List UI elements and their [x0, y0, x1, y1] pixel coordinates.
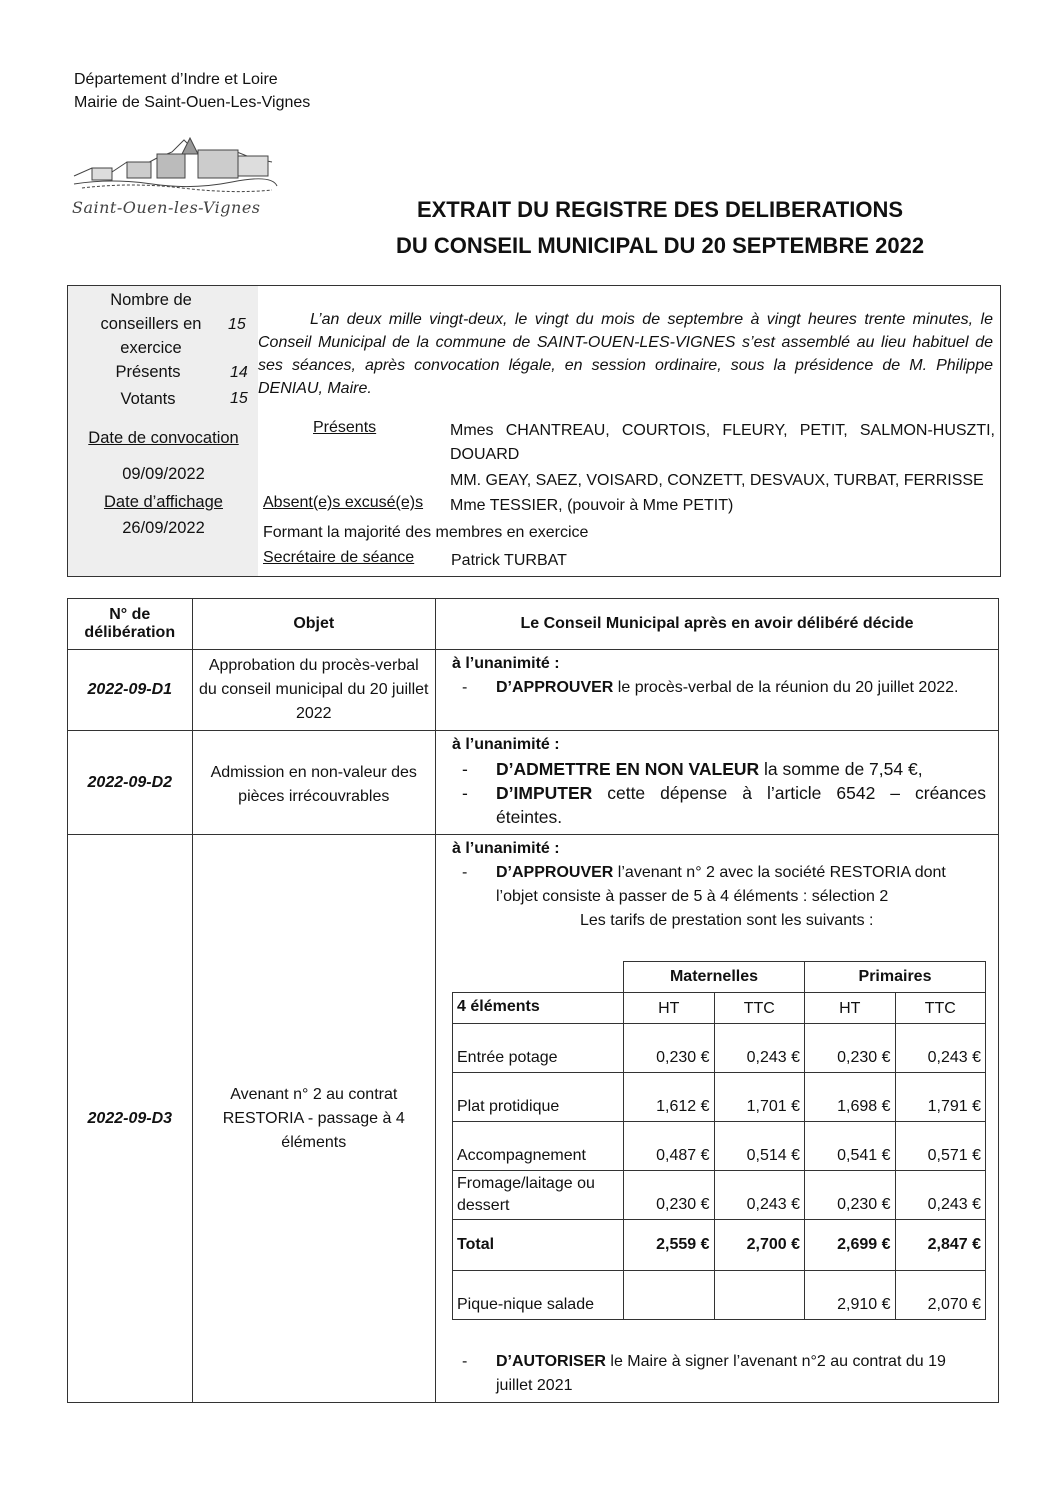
session-info-box [67, 285, 1001, 577]
tarif-value: 1,701 € [714, 1073, 805, 1122]
tarif-label: Pique-nique salade [453, 1271, 624, 1320]
tarifs-row [453, 1271, 986, 1320]
tarif-value: 2,847 € [895, 1220, 986, 1271]
absent-label: Absent(e)s excusé(e)s [263, 494, 424, 511]
tarifs-total-row [453, 1220, 986, 1271]
presents-count-value: 14 [230, 364, 248, 381]
table-header-row [68, 599, 999, 650]
tarif-value: 0,514 € [714, 1122, 805, 1171]
deliberation-decision [436, 835, 999, 1403]
tarifs-row [453, 1171, 986, 1220]
deliberation-objet: Admission en non-valeur des pièces irrécouvrables [192, 731, 435, 835]
presents-count-label: Présents [115, 363, 181, 381]
decision-item: - D’APPROUVER l’avenant n° 2 avec la société RESTORIA dont l’objet consiste à passer de 5 à 4 éléments : sélection 2 [462, 864, 946, 905]
affichage-date: 26/09/2022 [122, 519, 205, 537]
absent-value: Mme TESSIER, (pouvoir à Mme PETIT) [450, 497, 734, 514]
col-elements: 4 éléments [453, 993, 624, 1024]
table-row [68, 650, 999, 731]
secretaire-label: Secrétaire de séance [263, 549, 415, 566]
unanimite-label: à l’unanimité : [452, 736, 560, 753]
document-title [330, 192, 990, 264]
tarif-value: 1,612 € [624, 1073, 715, 1122]
deliberation-number: 2022-09-D1 [68, 650, 193, 731]
tarif-value: 0,243 € [895, 1024, 986, 1073]
deliberation-decision [436, 650, 999, 731]
tarif-value: 2,699 € [805, 1220, 896, 1271]
presents-mm: MM. GEAY, SAEZ, VOISARD, CONZETT, DESVAUX, TURBAT, FERRISSE [450, 472, 984, 489]
decision-item: - D’AUTORISER le Maire à signer l’avenant n°2 au contrat du 19 juillet 2021 [462, 1353, 946, 1394]
tarif-value: 2,910 € [805, 1271, 896, 1320]
tarifs-intro: Les tarifs de prestation sont les suivants : [580, 912, 874, 929]
tarif-value: 0,243 € [714, 1024, 805, 1073]
presents-mmes: Mmes CHANTREAU, COURTOIS, FLEURY, PETIT, SALMON-HUSZTI, DOUARD [450, 422, 995, 463]
decision-item: - D’IMPUTER cette dépense à l’article 6542 – créances éteintes. [462, 783, 986, 827]
nombre-label: Nombre de conseillers en exercice [100, 291, 202, 357]
convocation-date: 09/09/2022 [122, 465, 205, 483]
tarifs-table [452, 961, 986, 1320]
col-ht: HT [805, 993, 896, 1024]
tarif-value: 0,487 € [624, 1122, 715, 1171]
tarif-label: Entrée potage [453, 1024, 624, 1073]
tarifs-row [453, 1122, 986, 1171]
tarif-value: 0,230 € [805, 1024, 896, 1073]
affichage-label: Date d’affichage [104, 493, 223, 511]
tarifs-head-row [453, 993, 986, 1024]
majorite-text: Formant la majorité des membres en exercice [263, 524, 589, 541]
tarif-value: 0,243 € [895, 1171, 986, 1220]
tarifs-row [453, 1024, 986, 1073]
table-row [68, 731, 999, 835]
deliberation-number: 2022-09-D3 [68, 835, 193, 1403]
tarif-label: Accompagnement [453, 1122, 624, 1171]
header-address [74, 68, 310, 114]
tarif-value: 0,243 € [714, 1171, 805, 1220]
header-decision: Le Conseil Municipal après en avoir délibéré décide [436, 599, 999, 650]
department-name: Département d’Indre et Loire [74, 71, 278, 88]
tarif-value: 1,791 € [895, 1073, 986, 1122]
deliberation-objet: Approbation du procès-verbal du conseil municipal du 20 juillet 2022 [192, 650, 435, 731]
votants-value: 15 [230, 390, 248, 407]
deliberations-table [67, 598, 999, 1403]
tarif-value: 0,571 € [895, 1122, 986, 1171]
tarif-value: 0,230 € [624, 1171, 715, 1220]
village-logo [72, 132, 282, 222]
presents-title: Présents [313, 419, 377, 436]
tarif-value: 0,541 € [805, 1122, 896, 1171]
deliberation-decision [436, 731, 999, 835]
tarifs-row [453, 1073, 986, 1122]
session-intro: L’an deux mille vingt-deux, le vingt du mois de septembre à vingt heures trente minutes, le Conseil Municipal de la commune de SAINT-OUEN-LES-VIGNES s’est assemblé au lieu habituel de ses séances, après convocation légale, en session ordinaire, sous la présidence de M. Philippe DENIAU, Maire. [258, 311, 993, 397]
nombre-value: 15 [228, 316, 246, 333]
deliberation-number: 2022-09-D2 [68, 731, 193, 835]
group-primaires: Primaires [805, 962, 986, 993]
title-line-2: DU CONSEIL MUNICIPAL DU 20 SEPTEMBRE 2022 [395, 233, 925, 258]
tarifs-group-row [453, 962, 986, 993]
header-num: N° de délibération [68, 599, 193, 650]
col-ht: HT [624, 993, 715, 1024]
tarif-label: Fromage/laitage ou dessert [453, 1171, 624, 1220]
title-line-1: EXTRAIT DU REGISTRE DES DELIBERATIONS [416, 197, 904, 222]
tarif-value [624, 1271, 715, 1320]
decision-item: - D’ADMETTRE EN NON VALEUR la somme de 7,54 €, [462, 759, 923, 779]
deliberation-objet: Avenant n° 2 au contrat RESTORIA - passage à 4 éléments [192, 835, 435, 1403]
tarif-value: 2,700 € [714, 1220, 805, 1271]
logo-lettering: Saint-Ouen-les-Vignes [72, 198, 261, 217]
mairie-name: Mairie de Saint-Ouen-Les-Vignes [74, 94, 311, 111]
unanimite-label: à l’unanimité : [452, 655, 560, 672]
tarif-value [714, 1271, 805, 1320]
votants-label: Votants [120, 390, 176, 408]
secretaire-value: Patrick TURBAT [451, 552, 567, 569]
tarif-value: 2,559 € [624, 1220, 715, 1271]
header-objet: Objet [192, 599, 435, 650]
group-maternelles: Maternelles [624, 962, 805, 993]
tarif-label: Total [453, 1220, 624, 1271]
decision-item: - D’APPROUVER le procès-verbal de la réunion du 20 juillet 2022. [462, 679, 959, 696]
tarif-value: 1,698 € [805, 1073, 896, 1122]
tarif-label: Plat protidique [453, 1073, 624, 1122]
convocation-label: Date de convocation [88, 429, 239, 447]
col-ttc: TTC [895, 993, 986, 1024]
unanimite-label: à l’unanimité : [452, 840, 560, 857]
col-ttc: TTC [714, 993, 805, 1024]
table-row [68, 835, 999, 1403]
tarif-value: 0,230 € [624, 1024, 715, 1073]
tarif-value: 0,230 € [805, 1171, 896, 1220]
tarif-value: 2,070 € [895, 1271, 986, 1320]
